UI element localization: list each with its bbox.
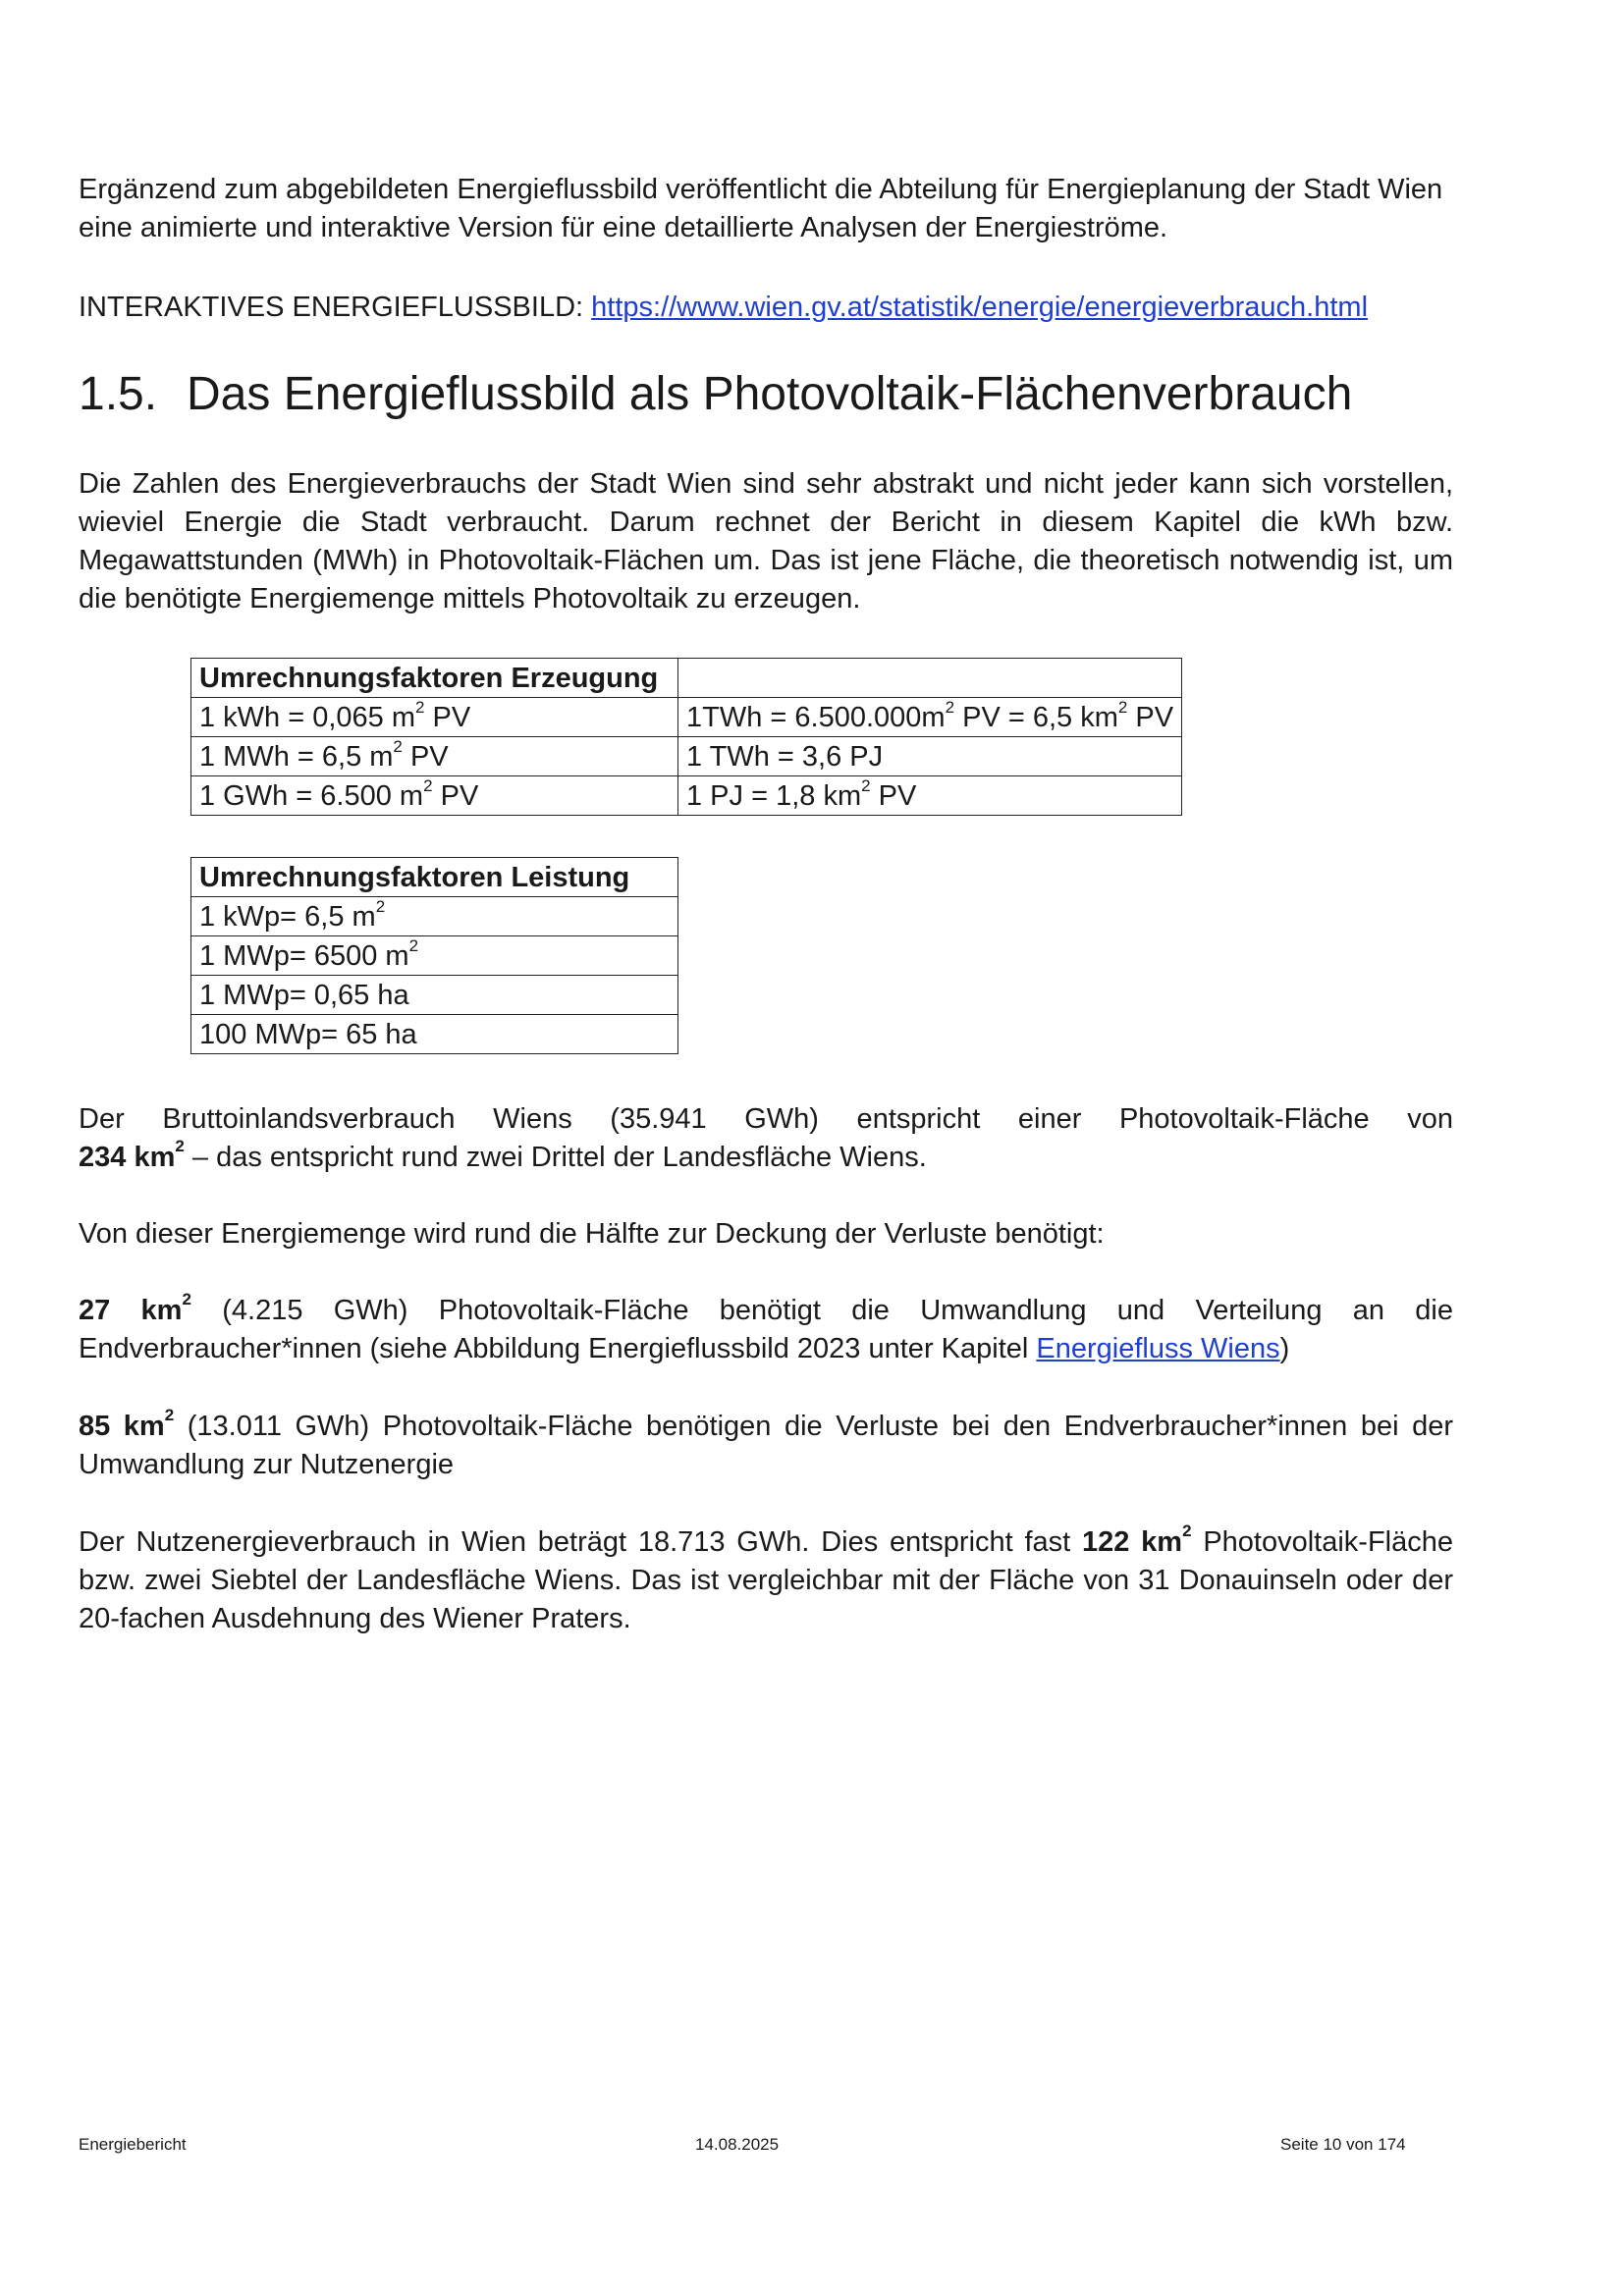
footer-page-number: Seite 10 von 174 (1280, 2135, 1406, 2154)
section-title: Das Energieflussbild als Photovoltaik-Flächenverbrauch (187, 368, 1353, 420)
intro-body-paragraph: Die Zahlen des Energieverbrauchs der Stadt Wien sind sehr abstrakt und nicht jeder kann sich vorstellen, wieviel Energie die Stadt verbraucht. Darum rechnet der Bericht in diesem Kapitel die kWh bzw. Megawattstunden (MWh) in Photovoltaik-Flächen um. Das ist jene Fläche, die theoretisch notwendig ist, um die benötigte Energiemenge mittels Photovoltaik zu erzeugen. (79, 468, 1453, 614)
interactive-link-paragraph (79, 289, 1368, 327)
section-number: 1.5. (79, 368, 158, 420)
table-row (191, 737, 1182, 776)
table-cell: 1 MWp= 0,65 ha (191, 976, 678, 1015)
table-header-empty-cell (678, 659, 1182, 698)
table-header-cell: Umrechnungsfaktoren Erzeugung (191, 659, 678, 698)
table-row (191, 897, 678, 936)
losses-intro-paragraph: Von dieser Energiemenge wird rund die Hälfte zur Deckung der Verluste benötigt: (79, 1218, 1105, 1250)
table-cell: 1 GWh = 6.500 $m^2$ PV (191, 776, 678, 816)
highlight-value: 234 km (79, 1142, 176, 1173)
gross-consumption-paragraph-line2: 234 $km^2$ – das entspricht rund zwei Drittel der Landesfläche Wiens. (79, 1137, 927, 1173)
table-header-row (191, 659, 1182, 698)
table-cell: 1 MWh = 6,5 $m^2$ PV (191, 737, 678, 776)
intro-paragraph (79, 171, 1442, 247)
conversion-table-power (190, 857, 678, 1054)
table-cell: 1 kWp= 6,5 $m^2$ (191, 897, 678, 936)
table-row (191, 776, 1182, 816)
footer-date: 14.08.2025 (695, 2135, 780, 2154)
highlight-value: 85 km (79, 1411, 165, 1442)
table-cell: 1 PJ = 1,8 $km^2$ PV (678, 776, 1182, 816)
table-row (191, 976, 678, 1015)
intro-line-2: eine animierte und interaktive Version für eine detaillierte Analysen der Energieströme. (79, 212, 1168, 243)
table-header-row (191, 858, 678, 897)
intro-line-1: Ergänzend zum abgebildeten Energieflussbild veröffentlicht die Abteilung für Energieplanung der Stadt Wien (79, 174, 1443, 205)
table-row (191, 1015, 678, 1054)
table-cell: 1 TWh = 3,6 PJ (678, 737, 1182, 776)
table-cell: 1 MWp= 6500 $m^2$ (191, 936, 678, 976)
distribution-paragraph: 27 $km^2$ (4.215 GWh) Photovoltaik-Fläche benötigt die Umwandlung und Verteilung an die Endverbraucher*innen (siehe Abbildung Energieflussbild 2023 unter Kapitel Energiefluss Wiens) (79, 1290, 1453, 1364)
interactive-url-link[interactable]: https://www.wien.gv.at/statistik/energie/energieverbrauch.html (591, 292, 1369, 323)
highlight-value: 27 km (79, 1295, 183, 1326)
section-heading (79, 365, 1352, 424)
interactive-label: INTERAKTIVES ENERGIEFLUSSBILD: (79, 292, 584, 323)
footer-document-title: Energiebericht (79, 2135, 187, 2154)
energiefluss-link[interactable]: Energiefluss Wiens (1036, 1333, 1280, 1364)
table-row (191, 936, 678, 976)
useful-energy-paragraph: Der Nutzenergieverbrauch in Wien beträgt 18.713 GWh. Dies entspricht fast 122 $km^2$ Photovoltaik-Fläche bzw. zwei Siebtel der Landesfläche Wiens. Das ist vergleichbar mit der Fläche von 31 Donauinseln oder der 20-fachen Ausdehnung des Wiener Praters. (79, 1522, 1454, 1634)
table-header-cell: Umrechnungsfaktoren Leistung (191, 858, 678, 897)
gross-consumption-paragraph (79, 1100, 1453, 1139)
gross-consumption-text: Der Bruttoinlandsverbrauch Wiens (35.941 GWh) entspricht einer Photovoltaik-Fläche von (79, 1103, 1453, 1135)
table-cell: 1 kWh = 0,065 $m^2$ PV (191, 698, 678, 737)
end-user-losses-paragraph: 85 $km^2$ (13.011 GWh) Photovoltaik-Fläche benötigen die Verluste bei den Endverbraucher*innen bei der Umwandlung zur Nutzenergie (79, 1406, 1454, 1480)
table-cell: 100 MWp= 65 ha (191, 1015, 678, 1054)
highlight-value: 122 km (1082, 1526, 1183, 1558)
table-cell: $1TWh = 6.500.000m^2$ PV = 6,5 $km^2$ PV (678, 698, 1182, 737)
table-row (191, 698, 1182, 737)
conversion-table-generation (190, 658, 1182, 816)
